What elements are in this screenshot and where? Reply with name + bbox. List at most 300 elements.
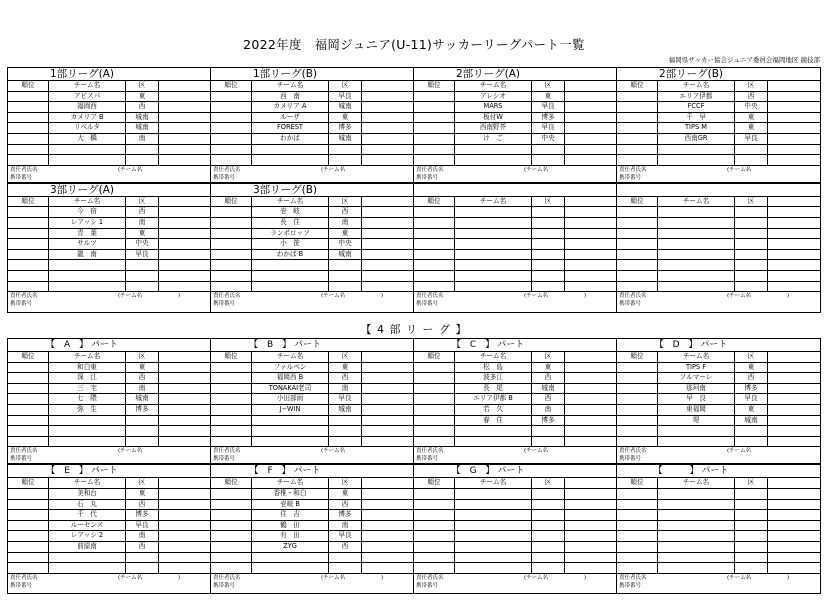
notes-cell <box>362 563 413 573</box>
notes-cell <box>565 521 616 531</box>
team-area <box>734 271 768 281</box>
team-name: FCCF <box>657 102 734 112</box>
team-name: 美和台 <box>48 489 125 499</box>
team-area <box>531 553 565 563</box>
notes-cell <box>159 155 210 165</box>
team-row <box>8 426 210 437</box>
notes-cell <box>768 384 820 394</box>
team-area: 城南 <box>125 113 159 123</box>
team-area: 東 <box>328 229 362 239</box>
team-area: 城南 <box>734 416 768 426</box>
team-row <box>211 489 413 500</box>
rank-cell <box>8 563 48 573</box>
contact-footer <box>211 166 413 183</box>
team-row <box>617 426 820 437</box>
column-headers <box>414 478 616 489</box>
rank-cell <box>617 500 657 510</box>
rank-cell <box>211 563 251 573</box>
notes-cell <box>768 489 820 499</box>
team-name <box>251 437 328 447</box>
league-header <box>414 184 616 197</box>
rank-header: 順位 <box>427 81 441 89</box>
team-area: 城南 <box>328 134 362 144</box>
team-area: 南 <box>328 218 362 228</box>
header-blank <box>765 184 820 196</box>
team-area <box>531 542 565 552</box>
team-name: ルーセンス <box>48 521 125 531</box>
notes-cell <box>768 271 820 281</box>
rank-cell <box>414 113 454 123</box>
footer-team-label: (チーム名 <box>524 166 549 173</box>
footer-team-label: (チーム名 <box>321 166 346 173</box>
team-row <box>414 145 616 156</box>
team-area: 東 <box>125 229 159 239</box>
area-header: 区 <box>328 197 362 207</box>
team-row <box>211 542 413 553</box>
team-area: 早良 <box>531 123 565 133</box>
header-blank <box>156 465 210 477</box>
rank-cell <box>8 229 48 239</box>
notes-cell <box>159 229 210 239</box>
area-header: 区 <box>531 81 565 91</box>
team-name <box>454 500 531 510</box>
contact-footer <box>414 292 616 308</box>
league-column <box>8 339 211 593</box>
team-row <box>414 282 616 293</box>
rank-cell <box>617 229 657 239</box>
team-name <box>251 282 328 292</box>
notes-header <box>159 352 210 362</box>
column-headers <box>211 352 413 363</box>
rank-cell <box>414 531 454 541</box>
team-name <box>657 426 734 436</box>
league-block <box>617 183 820 308</box>
team-area: 城南 <box>328 102 362 112</box>
team-area: 東 <box>734 363 768 373</box>
team-row <box>211 394 413 405</box>
notes-cell <box>768 155 820 165</box>
area-header: 区 <box>734 81 768 91</box>
team-name: 千 早 <box>657 113 734 123</box>
rank-cell <box>8 113 48 123</box>
header-blank <box>156 184 210 196</box>
rank-cell <box>617 123 657 133</box>
rank-cell <box>211 416 251 426</box>
rank-cell <box>414 92 454 102</box>
notes-cell <box>565 542 616 552</box>
team-area <box>125 426 159 436</box>
area-header: 区 <box>531 352 565 362</box>
league-header <box>8 68 210 81</box>
phone-label: 携帯番号 <box>10 174 33 181</box>
team-name: 弥 生 <box>48 405 125 415</box>
notes-header <box>768 478 820 488</box>
league-block <box>8 183 210 308</box>
team-area: 南 <box>125 531 159 541</box>
team-name: 西南GR <box>657 134 734 144</box>
column-headers <box>8 478 210 489</box>
team-area <box>734 250 768 260</box>
league-block <box>617 68 820 183</box>
rank-cell <box>8 489 48 499</box>
rank-cell <box>617 145 657 155</box>
phone-label: 携帯番号 <box>416 582 439 589</box>
phone-label: 携帯番号 <box>213 174 236 181</box>
team-row <box>211 207 413 218</box>
team-name: ソルマーレ <box>657 373 734 383</box>
team-row <box>211 521 413 532</box>
team-area <box>328 553 362 563</box>
notes-cell <box>362 373 413 383</box>
team-name: 石 丸 <box>48 500 125 510</box>
rank-header: 順位 <box>630 81 644 89</box>
team-area: 南 <box>531 405 565 415</box>
notes-cell <box>159 500 210 510</box>
rank-cell <box>414 363 454 373</box>
team-name <box>48 426 125 436</box>
notes-cell <box>159 134 210 144</box>
column-headers <box>617 478 820 489</box>
rank-cell <box>211 155 251 165</box>
team-header: チーム名 <box>454 197 531 207</box>
notes-cell <box>565 405 616 415</box>
rank-cell <box>414 123 454 133</box>
team-row <box>211 102 413 113</box>
team-area <box>734 260 768 270</box>
team-name <box>251 563 328 573</box>
contact-footer <box>8 447 210 464</box>
team-name <box>454 563 531 573</box>
team-area: 早良 <box>125 521 159 531</box>
league-header <box>211 465 413 478</box>
team-name <box>454 282 531 292</box>
team-name: わかば B <box>251 250 328 260</box>
team-area: 東 <box>125 92 159 102</box>
team-row <box>414 426 616 437</box>
notes-cell <box>159 384 210 394</box>
notes-cell <box>768 145 820 155</box>
team-name <box>454 531 531 541</box>
team-row <box>8 489 210 500</box>
team-area: 博多 <box>531 416 565 426</box>
team-area: 西 <box>125 102 159 112</box>
team-name: 千 代 <box>48 510 125 520</box>
team-name <box>657 542 734 552</box>
column-headers <box>414 197 616 208</box>
team-header: チーム名 <box>454 352 531 362</box>
team-area <box>125 155 159 165</box>
team-area: 中央 <box>531 134 565 144</box>
header-blank <box>359 339 413 351</box>
team-row <box>211 92 413 103</box>
notes-cell <box>159 373 210 383</box>
notes-cell <box>362 363 413 373</box>
rank-cell <box>211 521 251 531</box>
league-header <box>211 184 413 197</box>
rank-cell <box>414 426 454 436</box>
rank-cell <box>8 437 48 447</box>
responsible-label: 責任者氏名 <box>416 574 444 581</box>
team-area <box>531 510 565 520</box>
rank-cell <box>8 426 48 436</box>
rank-cell <box>414 218 454 228</box>
rank-cell <box>617 405 657 415</box>
notes-cell <box>768 282 820 292</box>
notes-cell <box>565 207 616 217</box>
team-area <box>734 282 768 292</box>
team-name: 三 宅 <box>48 384 125 394</box>
team-area: 南 <box>328 521 362 531</box>
rank-header: 順位 <box>21 196 35 205</box>
notes-cell <box>159 510 210 520</box>
team-row <box>617 489 820 500</box>
team-area <box>531 282 565 292</box>
column-headers <box>617 197 820 208</box>
notes-header <box>565 197 616 207</box>
rank-cell <box>414 384 454 394</box>
team-area: 東 <box>734 123 768 133</box>
rank-cell <box>414 500 454 510</box>
team-row <box>8 394 210 405</box>
team-name: 深 江 <box>48 373 125 383</box>
rank-cell <box>414 207 454 217</box>
team-row <box>617 373 820 384</box>
league-header <box>211 339 413 352</box>
team-name: エリア伊都 B <box>454 394 531 404</box>
league-block <box>211 339 413 464</box>
area-header: 区 <box>125 352 159 362</box>
league-header <box>414 339 616 352</box>
team-row <box>617 384 820 395</box>
team-area <box>734 437 768 447</box>
team-row <box>617 250 820 261</box>
notes-cell <box>768 260 820 270</box>
rank-cell <box>617 155 657 165</box>
team-name <box>657 155 734 165</box>
team-row <box>414 510 616 521</box>
notes-cell <box>362 239 413 249</box>
team-header: チーム名 <box>657 478 734 488</box>
team-row <box>414 563 616 574</box>
notes-cell <box>159 394 210 404</box>
notes-cell <box>159 437 210 447</box>
team-name: 龍 南 <box>48 250 125 260</box>
notes-cell <box>159 123 210 133</box>
contact-footer <box>8 292 210 308</box>
notes-cell <box>565 218 616 228</box>
rank-cell <box>414 394 454 404</box>
team-row <box>617 92 820 103</box>
contact-footer <box>414 574 616 590</box>
team-name: 長 住 <box>251 218 328 228</box>
team-name: J−WIN <box>251 405 328 415</box>
league-title: 【 C 】 パート <box>451 340 525 350</box>
team-area: 西 <box>531 373 565 383</box>
team-row <box>414 553 616 564</box>
notes-cell <box>565 563 616 573</box>
league-block <box>8 464 210 589</box>
team-row <box>211 145 413 156</box>
notes-header <box>362 352 413 362</box>
notes-cell <box>565 123 616 133</box>
team-row <box>617 218 820 229</box>
team-row <box>8 437 210 448</box>
team-area: 博多 <box>328 123 362 133</box>
team-row <box>8 239 210 250</box>
notes-cell <box>768 113 820 123</box>
team-name: 鶴 田 <box>251 521 328 531</box>
contact-footer <box>617 292 820 308</box>
rank-cell <box>617 102 657 112</box>
team-area: 西 <box>531 394 565 404</box>
phone-label: 携帯番号 <box>619 582 642 589</box>
notes-header <box>159 478 210 488</box>
team-row <box>617 394 820 405</box>
team-area: 東 <box>125 363 159 373</box>
team-row <box>414 207 616 218</box>
notes-cell <box>362 510 413 520</box>
team-header: チーム名 <box>454 81 531 91</box>
team-area: 早良 <box>125 250 159 260</box>
rank-cell <box>617 426 657 436</box>
rank-cell <box>211 553 251 563</box>
team-area: 東 <box>328 489 362 499</box>
contact-footer <box>211 447 413 464</box>
team-name <box>454 521 531 531</box>
team-header: チーム名 <box>48 197 125 207</box>
team-row <box>8 113 210 124</box>
team-row <box>414 489 616 500</box>
team-row <box>211 123 413 134</box>
rank-cell <box>211 92 251 102</box>
footer-team-label: (チーム名 <box>321 293 346 300</box>
team-row <box>414 92 616 103</box>
team-area <box>328 416 362 426</box>
rank-cell <box>211 373 251 383</box>
team-header: チーム名 <box>251 197 328 207</box>
notes-cell <box>565 250 616 260</box>
rank-cell <box>211 260 251 270</box>
team-area <box>734 426 768 436</box>
team-row <box>617 510 820 521</box>
team-row <box>8 500 210 511</box>
rank-cell <box>211 282 251 292</box>
rank-cell <box>211 531 251 541</box>
team-row <box>8 271 210 282</box>
league-header <box>414 68 616 81</box>
header-blank <box>562 68 616 80</box>
area-header: 区 <box>328 81 362 91</box>
notes-cell <box>768 405 820 415</box>
team-row <box>8 384 210 395</box>
team-area: 中央 <box>125 239 159 249</box>
team-row <box>617 363 820 374</box>
notes-cell <box>565 384 616 394</box>
team-row <box>414 405 616 416</box>
phone-label: 携帯番号 <box>416 301 439 308</box>
team-area <box>531 207 565 217</box>
notes-header <box>159 197 210 207</box>
responsible-label: 責任者氏名 <box>619 574 647 581</box>
rank-cell <box>8 207 48 217</box>
team-name: アレシオ <box>454 92 531 102</box>
team-area: 西 <box>328 542 362 552</box>
team-area: 早良 <box>328 531 362 541</box>
header-blank <box>562 184 616 196</box>
team-name: ルーザ <box>251 113 328 123</box>
notes-cell <box>362 113 413 123</box>
team-area <box>734 542 768 552</box>
team-area: 中央 <box>734 102 768 112</box>
responsible-label: 責任者氏名 <box>213 166 241 173</box>
team-name: カメリア B <box>48 113 125 123</box>
rank-cell <box>617 207 657 217</box>
column-headers <box>8 81 210 92</box>
team-area <box>734 218 768 228</box>
footer-team-label: (チーム名 <box>524 574 549 581</box>
team-name <box>657 510 734 520</box>
team-name <box>657 521 734 531</box>
team-row <box>211 155 413 166</box>
notes-cell <box>159 207 210 217</box>
rank-cell <box>414 250 454 260</box>
notes-cell <box>565 229 616 239</box>
rank-cell <box>211 250 251 260</box>
notes-cell <box>565 363 616 373</box>
team-area <box>734 521 768 531</box>
rank-cell <box>211 384 251 394</box>
notes-cell <box>768 250 820 260</box>
team-name <box>454 542 531 552</box>
notes-cell <box>362 531 413 541</box>
team-name: 今 宿 <box>48 207 125 217</box>
rank-cell <box>617 437 657 447</box>
notes-cell <box>768 416 820 426</box>
rank-cell <box>617 531 657 541</box>
team-row <box>414 542 616 553</box>
rank-cell <box>617 563 657 573</box>
notes-cell <box>362 92 413 102</box>
team-area <box>531 500 565 510</box>
team-row <box>617 531 820 542</box>
notes-cell <box>362 145 413 155</box>
notes-cell <box>565 134 616 144</box>
rank-header: 順位 <box>630 478 644 487</box>
notes-cell <box>362 123 413 133</box>
team-name: 七 隈 <box>48 394 125 404</box>
team-row <box>617 113 820 124</box>
notes-cell <box>768 207 820 217</box>
league-header <box>8 184 210 197</box>
team-row <box>617 405 820 416</box>
team-name <box>657 250 734 260</box>
team-row <box>211 437 413 448</box>
league-block <box>211 464 413 589</box>
footer-team-label: (チーム名 <box>524 448 549 455</box>
league-header <box>617 465 820 478</box>
notes-cell <box>768 229 820 239</box>
team-name <box>48 282 125 292</box>
team-row <box>8 282 210 293</box>
responsible-label: 責任者氏名 <box>10 448 38 455</box>
team-area: 西 <box>328 500 362 510</box>
rank-cell <box>211 207 251 217</box>
phone-label: 携帯番号 <box>416 174 439 181</box>
team-area: 西 <box>328 373 362 383</box>
team-row <box>211 405 413 416</box>
team-name: 壱 岐 <box>251 207 328 217</box>
header-blank <box>562 339 616 351</box>
